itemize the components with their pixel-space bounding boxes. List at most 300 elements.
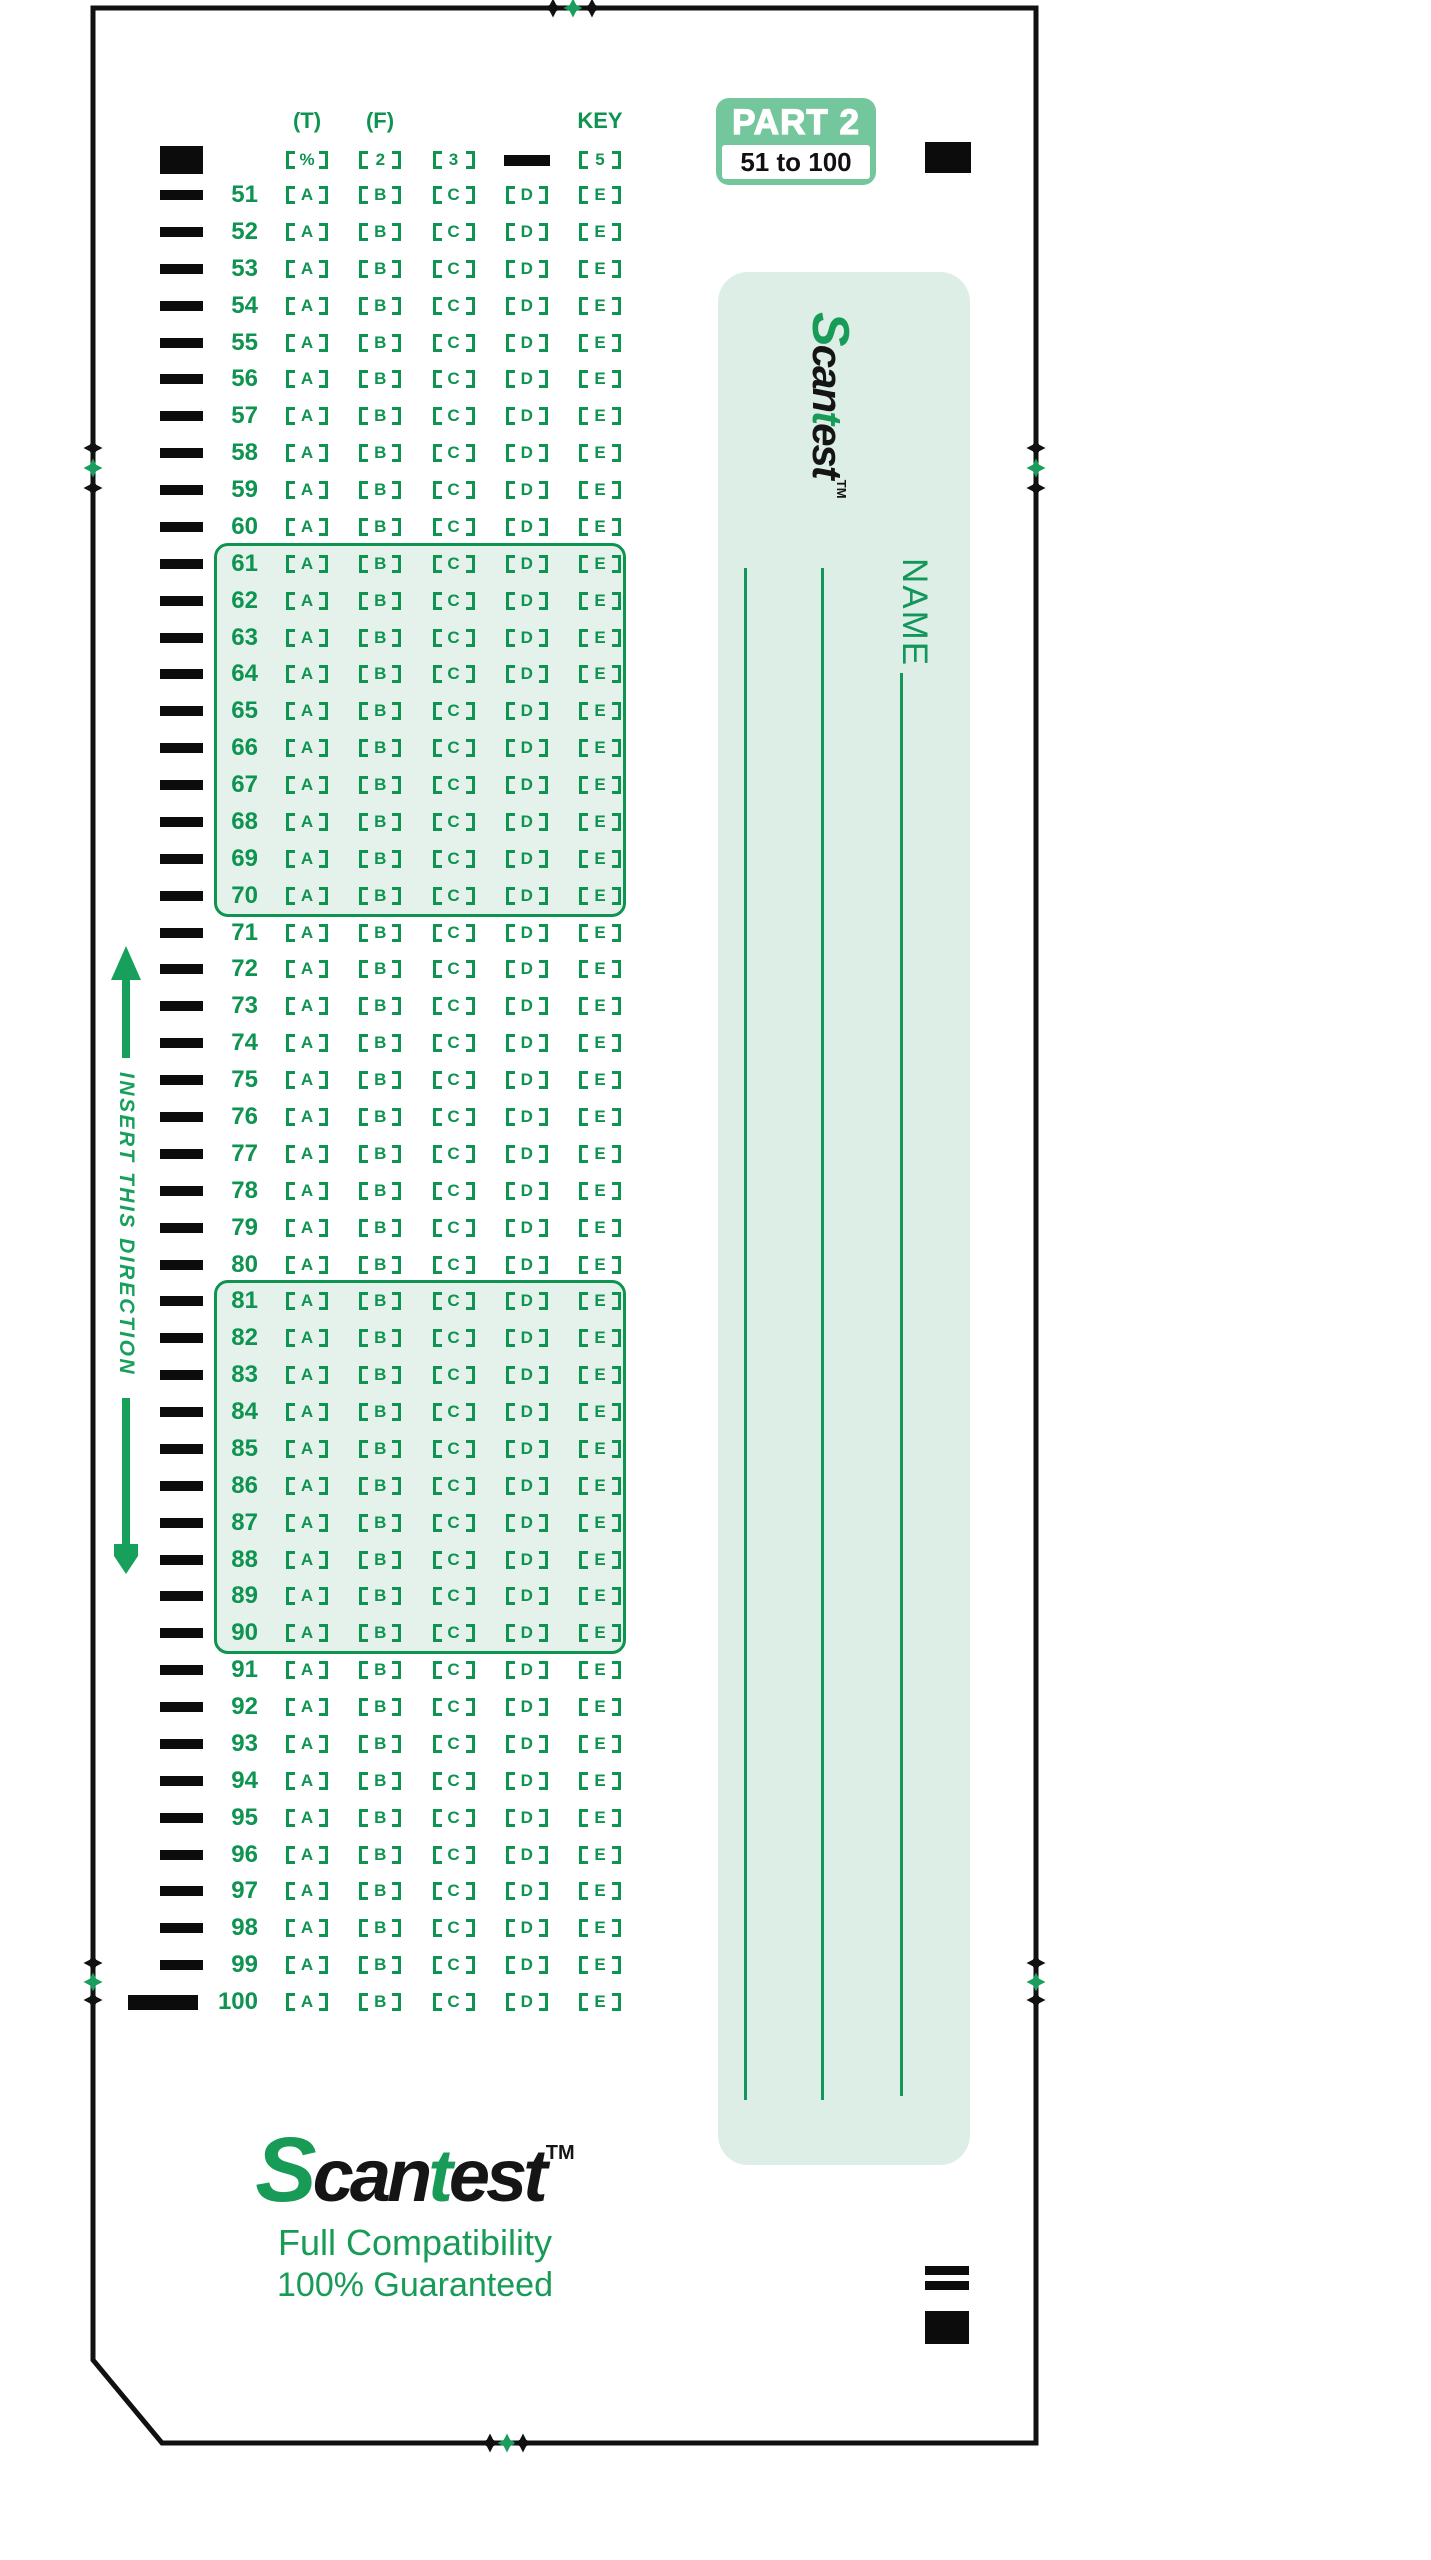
bubble-52-E[interactable]: E [579,222,621,242]
bubble-75-D[interactable]: D [506,1070,548,1090]
bubble-51-D[interactable]: D [506,185,548,205]
bubble-53-E[interactable]: E [579,259,621,279]
question-number-59: 59 [231,476,258,504]
bubble-64-A[interactable]: A [286,664,328,684]
bubble-85-E[interactable]: E [579,1439,621,1459]
bubble-60-B[interactable]: B [359,517,401,537]
bubble-74-D[interactable]: D [506,1033,548,1053]
bubble-86-D[interactable]: D [506,1476,548,1496]
bubble-69-D[interactable]: D [506,849,548,869]
question-number-64: 64 [231,660,258,688]
bubble-84-A[interactable]: A [286,1402,328,1422]
bubble-56-C[interactable]: C [433,369,475,389]
insert-arrow-head [111,946,141,980]
bubble-76-D[interactable]: D [506,1107,548,1127]
bubble-65-A[interactable]: A [286,701,328,721]
bubble-67-A[interactable]: A [286,775,328,795]
bubble-79-C[interactable]: C [433,1218,475,1238]
bubble-85-B[interactable]: B [359,1439,401,1459]
bubble-82-C[interactable]: C [433,1328,475,1348]
bubble-77-E[interactable]: E [579,1144,621,1164]
logo-part: can [312,2134,429,2217]
bubble-61-E[interactable]: E [579,554,621,574]
bubble-94-D[interactable]: D [506,1771,548,1791]
question-number-82: 82 [231,1324,258,1352]
bubble-72-C[interactable]: C [433,959,475,979]
bubble-88-C[interactable]: C [433,1550,475,1570]
bubble-66-E[interactable]: E [579,738,621,758]
bubble-72-D[interactable]: D [506,959,548,979]
bubble-52-B[interactable]: B [359,222,401,242]
question-number-55: 55 [231,328,258,356]
bubble-99-D[interactable]: D [506,1955,548,1975]
bubble-77-A[interactable]: A [286,1144,328,1164]
bubble-100-D[interactable]: D [506,1992,548,2012]
bubble-62-D[interactable]: D [506,591,548,611]
bubble-96-E[interactable]: E [579,1845,621,1865]
bubble-73-C[interactable]: C [433,996,475,1016]
bubble-92-A[interactable]: A [286,1697,328,1717]
question-number-56: 56 [231,365,258,393]
bubble-67-C[interactable]: C [433,775,475,795]
bubble-71-C[interactable]: C [433,923,475,943]
bubble-91-E[interactable]: E [579,1660,621,1680]
bubble-66-D[interactable]: D [506,738,548,758]
bubble-54-C[interactable]: C [433,296,475,316]
bubble-93-E[interactable]: E [579,1734,621,1754]
bubble-63-E[interactable]: E [579,628,621,648]
bubble-62-C[interactable]: C [433,591,475,611]
logo-part: est [448,2134,544,2217]
bubble-92-B[interactable]: B [359,1697,401,1717]
bubble-84-D[interactable]: D [506,1402,548,1422]
bubble-84-C[interactable]: C [433,1402,475,1422]
bubble-99-E[interactable]: E [579,1955,621,1975]
bubble-98-A[interactable]: A [286,1918,328,1938]
name-line[interactable] [821,568,824,2100]
key-bubble-1[interactable]: % [286,150,328,170]
bubble-60-D[interactable]: D [506,517,548,537]
bubble-80-C[interactable]: C [433,1255,475,1275]
bubble-89-A[interactable]: A [286,1586,328,1606]
bubble-56-A[interactable]: A [286,369,328,389]
bubble-94-B[interactable]: B [359,1771,401,1791]
bubble-56-B[interactable]: B [359,369,401,389]
bubble-60-C[interactable]: C [433,517,475,537]
bubble-62-E[interactable]: E [579,591,621,611]
bubble-79-E[interactable]: E [579,1218,621,1238]
bubble-88-E[interactable]: E [579,1550,621,1570]
column-header-key: KEY [577,108,623,133]
question-number-58: 58 [231,439,258,467]
bubble-81-A[interactable]: A [286,1291,328,1311]
bubble-55-D[interactable]: D [506,333,548,353]
bubble-61-D[interactable]: D [506,554,548,574]
bubble-85-C[interactable]: C [433,1439,475,1459]
bubble-73-B[interactable]: B [359,996,401,1016]
bubble-90-E[interactable]: E [579,1623,621,1643]
name-write-line[interactable] [900,673,903,2096]
bubble-95-C[interactable]: C [433,1808,475,1828]
bubble-65-E[interactable]: E [579,701,621,721]
bubble-69-A[interactable]: A [286,849,328,869]
question-number-91: 91 [231,1656,258,1684]
bubble-86-C[interactable]: C [433,1476,475,1496]
question-number-80: 80 [231,1250,258,1278]
bubble-88-B[interactable]: B [359,1550,401,1570]
bubble-88-A[interactable]: A [286,1550,328,1570]
bubble-91-B[interactable]: B [359,1660,401,1680]
bubble-70-C[interactable]: C [433,886,475,906]
question-number-79: 79 [231,1213,258,1241]
bubble-71-B[interactable]: B [359,923,401,943]
bubble-74-E[interactable]: E [579,1033,621,1053]
bubble-100-E[interactable]: E [579,1992,621,2012]
bubble-89-C[interactable]: C [433,1586,475,1606]
bubble-59-B[interactable]: B [359,480,401,500]
bubble-86-E[interactable]: E [579,1476,621,1496]
bubble-90-A[interactable]: A [286,1623,328,1643]
bubble-89-E[interactable]: E [579,1586,621,1606]
question-number-60: 60 [231,512,258,540]
bubble-75-B[interactable]: B [359,1070,401,1090]
name-field[interactable] [894,558,934,2098]
bubble-61-A[interactable]: A [286,554,328,574]
bubble-82-E[interactable]: E [579,1328,621,1348]
question-number-83: 83 [231,1361,258,1389]
bubble-56-E[interactable]: E [579,369,621,389]
bubble-78-E[interactable]: E [579,1181,621,1201]
bubble-95-A[interactable]: A [286,1808,328,1828]
bubble-85-D[interactable]: D [506,1439,548,1459]
bubble-79-D[interactable]: D [506,1218,548,1238]
bubble-81-C[interactable]: C [433,1291,475,1311]
key-bubble-2[interactable]: 2 [359,150,401,170]
bubble-97-B[interactable]: B [359,1881,401,1901]
bubble-74-A[interactable]: A [286,1033,328,1053]
bubble-97-D[interactable]: D [506,1881,548,1901]
bubble-65-D[interactable]: D [506,701,548,721]
bubble-52-D[interactable]: D [506,222,548,242]
bubble-74-C[interactable]: C [433,1033,475,1053]
bubble-87-E[interactable]: E [579,1513,621,1533]
bubble-58-D[interactable]: D [506,443,548,463]
bubble-70-E[interactable]: E [579,886,621,906]
bubble-75-C[interactable]: C [433,1070,475,1090]
question-number-65: 65 [231,697,258,725]
bubble-51-B[interactable]: B [359,185,401,205]
bubble-97-C[interactable]: C [433,1881,475,1901]
bubble-89-B[interactable]: B [359,1586,401,1606]
bubble-87-D[interactable]: D [506,1513,548,1533]
bubble-75-A[interactable]: A [286,1070,328,1090]
bubble-76-B[interactable]: B [359,1107,401,1127]
bubble-55-A[interactable]: A [286,333,328,353]
bubble-64-D[interactable]: D [506,664,548,684]
question-number-61: 61 [231,549,258,577]
question-number-63: 63 [231,623,258,651]
bubble-78-D[interactable]: D [506,1181,548,1201]
bubble-65-B[interactable]: B [359,701,401,721]
bubble-79-B[interactable]: B [359,1218,401,1238]
bubble-80-D[interactable]: D [506,1255,548,1275]
bubble-57-C[interactable]: C [433,406,475,426]
insert-arrow-shaft [122,1398,130,1548]
bubble-66-C[interactable]: C [433,738,475,758]
bubble-85-A[interactable]: A [286,1439,328,1459]
bubble-81-D[interactable]: D [506,1291,548,1311]
bubble-55-E[interactable]: E [579,333,621,353]
bubble-95-E[interactable]: E [579,1808,621,1828]
scantest-logo-vertical [800,312,860,499]
bubble-74-B[interactable]: B [359,1033,401,1053]
bubble-84-E[interactable]: E [579,1402,621,1422]
bubble-80-A[interactable]: A [286,1255,328,1275]
bubble-90-C[interactable]: C [433,1623,475,1643]
bubble-63-C[interactable]: C [433,628,475,648]
bubble-78-B[interactable]: B [359,1181,401,1201]
bubble-63-D[interactable]: D [506,628,548,648]
bubble-93-A[interactable]: A [286,1734,328,1754]
bubble-58-E[interactable]: E [579,443,621,463]
bubble-96-A[interactable]: A [286,1845,328,1865]
key-bubble-5[interactable]: 5 [579,150,621,170]
bubble-71-E[interactable]: E [579,923,621,943]
bubble-59-C[interactable]: C [433,480,475,500]
bubble-78-A[interactable]: A [286,1181,328,1201]
bubble-73-D[interactable]: D [506,996,548,1016]
bubble-81-E[interactable]: E [579,1291,621,1311]
column-header-false: (F) [365,108,395,133]
bubble-53-B[interactable]: B [359,259,401,279]
bubble-54-A[interactable]: A [286,296,328,316]
bubble-59-A[interactable]: A [286,480,328,500]
bubble-78-C[interactable]: C [433,1181,475,1201]
bubble-57-D[interactable]: D [506,406,548,426]
bubble-82-B[interactable]: B [359,1328,401,1348]
bubble-57-E[interactable]: E [579,406,621,426]
bubble-100-C[interactable]: C [433,1992,475,2012]
bubble-59-E[interactable]: E [579,480,621,500]
bubble-66-B[interactable]: B [359,738,401,758]
bubble-73-A[interactable]: A [286,996,328,1016]
bubble-82-D[interactable]: D [506,1328,548,1348]
registration-bar-bottom-right-2 [925,2281,969,2290]
question-number-73: 73 [231,992,258,1020]
timing-mark-header [160,146,203,174]
bubble-52-A[interactable]: A [286,222,328,242]
bubble-94-A[interactable]: A [286,1771,328,1791]
bubble-79-A[interactable]: A [286,1218,328,1238]
bubble-63-B[interactable]: B [359,628,401,648]
bubble-83-D[interactable]: D [506,1365,548,1385]
bubble-73-E[interactable]: E [579,996,621,1016]
bubble-62-A[interactable]: A [286,591,328,611]
bubble-87-C[interactable]: C [433,1513,475,1533]
bubble-96-D[interactable]: D [506,1845,548,1865]
bubble-57-B[interactable]: B [359,406,401,426]
bubble-64-E[interactable]: E [579,664,621,684]
bubble-91-C[interactable]: C [433,1660,475,1680]
question-number-84: 84 [231,1398,258,1426]
bubble-97-E[interactable]: E [579,1881,621,1901]
timing-mark-100 [128,1995,198,2010]
bubble-60-E[interactable]: E [579,517,621,537]
bubble-53-C[interactable]: C [433,259,475,279]
question-number-52: 52 [231,217,258,245]
bubble-51-C[interactable]: C [433,185,475,205]
bubble-66-A[interactable]: A [286,738,328,758]
bubble-100-A[interactable]: A [286,1992,328,2012]
question-number-81: 81 [231,1287,258,1315]
bubble-92-D[interactable]: D [506,1697,548,1717]
bubble-87-A[interactable]: A [286,1513,328,1533]
bubble-91-A[interactable]: A [286,1660,328,1680]
part-2-badge [716,98,876,185]
bubble-98-C[interactable]: C [433,1918,475,1938]
bubble-92-C[interactable]: C [433,1697,475,1717]
bubble-76-C[interactable]: C [433,1107,475,1127]
bubble-51-A[interactable]: A [286,185,328,205]
bubble-88-D[interactable]: D [506,1550,548,1570]
bubble-52-C[interactable]: C [433,222,475,242]
bubble-72-B[interactable]: B [359,959,401,979]
bubble-94-C[interactable]: C [433,1771,475,1791]
bubble-68-E[interactable]: E [579,812,621,832]
bubble-76-A[interactable]: A [286,1107,328,1127]
bubble-96-C[interactable]: C [433,1845,475,1865]
bubble-57-A[interactable]: A [286,406,328,426]
bubble-53-A[interactable]: A [286,259,328,279]
question-number-88: 88 [231,1545,258,1573]
bubble-68-A[interactable]: A [286,812,328,832]
bubble-76-E[interactable]: E [579,1107,621,1127]
bubble-99-B[interactable]: B [359,1955,401,1975]
bubble-68-D[interactable]: D [506,812,548,832]
bubble-69-E[interactable]: E [579,849,621,869]
bubble-83-C[interactable]: C [433,1365,475,1385]
bubble-83-B[interactable]: B [359,1365,401,1385]
bubble-56-D[interactable]: D [506,369,548,389]
registration-block-bottom-right [925,2311,969,2344]
bubble-61-B[interactable]: B [359,554,401,574]
bubble-95-D[interactable]: D [506,1808,548,1828]
bubble-98-B[interactable]: B [359,1918,401,1938]
question-number-90: 90 [231,1619,258,1647]
bubble-53-D[interactable]: D [506,259,548,279]
bubble-84-B[interactable]: B [359,1402,401,1422]
bubble-86-B[interactable]: B [359,1476,401,1496]
question-number-85: 85 [231,1434,258,1462]
bubble-94-E[interactable]: E [579,1771,621,1791]
bubble-83-E[interactable]: E [579,1365,621,1385]
question-number-53: 53 [231,254,258,282]
bubble-80-B[interactable]: B [359,1255,401,1275]
bubble-67-E[interactable]: E [579,775,621,795]
bubble-90-D[interactable]: D [506,1623,548,1643]
bubble-70-D[interactable]: D [506,886,548,906]
bubble-72-A[interactable]: A [286,959,328,979]
bubble-83-A[interactable]: A [286,1365,328,1385]
bubble-98-D[interactable]: D [506,1918,548,1938]
bubble-89-D[interactable]: D [506,1586,548,1606]
bubble-93-C[interactable]: C [433,1734,475,1754]
logo-part: t [428,2134,449,2217]
question-number-70: 70 [231,881,258,909]
bubble-61-C[interactable]: C [433,554,475,574]
key-bubble-3[interactable]: 3 [433,150,475,170]
bubble-68-B[interactable]: B [359,812,401,832]
bubble-58-C[interactable]: C [433,443,475,463]
question-number-93: 93 [231,1729,258,1757]
bubble-77-C[interactable]: C [433,1144,475,1164]
bubble-82-A[interactable]: A [286,1328,328,1348]
bubble-91-D[interactable]: D [506,1660,548,1680]
bubble-98-E[interactable]: E [579,1918,621,1938]
bubble-58-B[interactable]: B [359,443,401,463]
bubble-58-A[interactable]: A [286,443,328,463]
bubble-65-C[interactable]: C [433,701,475,721]
bubble-54-E[interactable]: E [579,296,621,316]
bubble-63-A[interactable]: A [286,628,328,648]
bubble-68-C[interactable]: C [433,812,475,832]
logo-part: S [801,312,859,345]
bubble-97-A[interactable]: A [286,1881,328,1901]
bubble-70-A[interactable]: A [286,886,328,906]
bubble-71-D[interactable]: D [506,923,548,943]
bubble-71-A[interactable]: A [286,923,328,943]
bubble-60-A[interactable]: A [286,517,328,537]
bubble-99-C[interactable]: C [433,1955,475,1975]
bubble-54-B[interactable]: B [359,296,401,316]
bubble-51-E[interactable]: E [579,185,621,205]
bubble-95-B[interactable]: B [359,1808,401,1828]
bubble-77-D[interactable]: D [506,1144,548,1164]
bubble-70-B[interactable]: B [359,886,401,906]
bubble-86-A[interactable]: A [286,1476,328,1496]
bubble-64-C[interactable]: C [433,664,475,684]
bubble-92-E[interactable]: E [579,1697,621,1717]
question-number-54: 54 [231,291,258,319]
bubble-69-C[interactable]: C [433,849,475,869]
name-line[interactable] [744,568,747,2100]
question-number-67: 67 [231,771,258,799]
bubble-96-B[interactable]: B [359,1845,401,1865]
bubble-64-B[interactable]: B [359,664,401,684]
bubble-77-B[interactable]: B [359,1144,401,1164]
bubble-69-B[interactable]: B [359,849,401,869]
bubble-67-B[interactable]: B [359,775,401,795]
bubble-80-E[interactable]: E [579,1255,621,1275]
logo-part: S [255,2119,313,2221]
bubble-54-D[interactable]: D [506,296,548,316]
bubble-81-B[interactable]: B [359,1291,401,1311]
question-number-100: 100 [217,1988,258,2016]
bubble-59-D[interactable]: D [506,480,548,500]
bubble-75-E[interactable]: E [579,1070,621,1090]
bubble-99-A[interactable]: A [286,1955,328,1975]
bubble-55-C[interactable]: C [433,333,475,353]
bubble-55-B[interactable]: B [359,333,401,353]
bubble-72-E[interactable]: E [579,959,621,979]
bubble-93-B[interactable]: B [359,1734,401,1754]
bubble-90-B[interactable]: B [359,1623,401,1643]
bubble-67-D[interactable]: D [506,775,548,795]
bubble-93-D[interactable]: D [506,1734,548,1754]
bubble-62-B[interactable]: B [359,591,401,611]
bubble-87-B[interactable]: B [359,1513,401,1533]
bubble-100-B[interactable]: B [359,1992,401,2012]
